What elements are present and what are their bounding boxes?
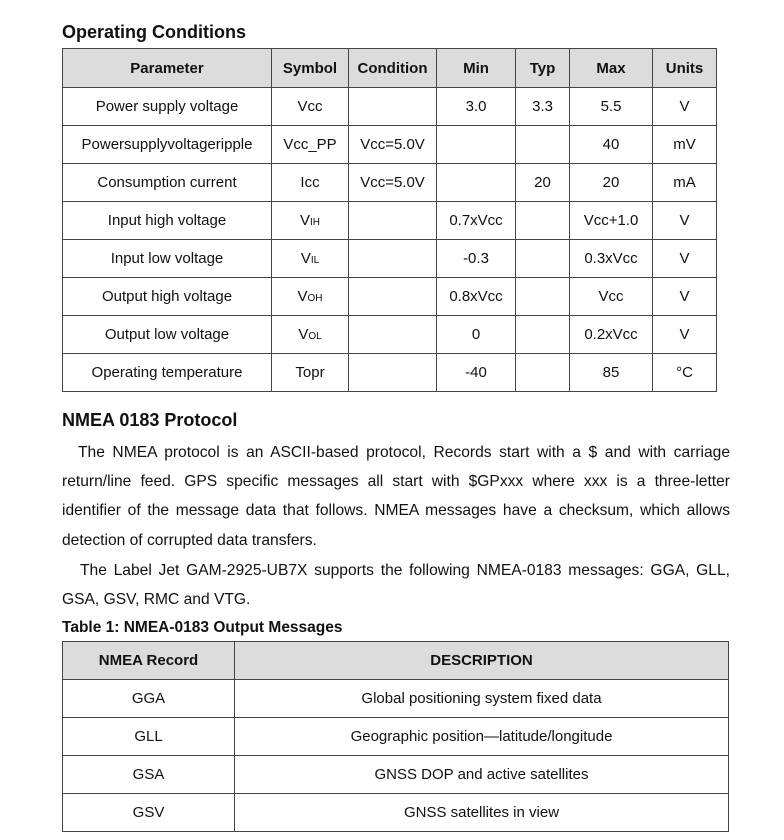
parameter-cell: Input low voltage	[63, 240, 272, 278]
header-condition: Condition	[349, 49, 437, 88]
parameter-cell: Output high voltage	[63, 278, 272, 316]
min-cell: 3.0	[437, 88, 516, 126]
supported-messages-paragraph: The Label Jet GAM-2925-UB7X supports the following NMEA-0183 messages: GGA, GLL, GSA, GSV, RMC and VTG.	[62, 562, 730, 609]
units-cell: mA	[653, 164, 717, 202]
record-cell: GSV	[63, 794, 235, 832]
typ-cell: 20	[516, 164, 570, 202]
table-row	[63, 88, 717, 126]
table1-caption: Table 1: NMEA-0183 Output Messages	[62, 619, 343, 636]
typ-cell	[516, 278, 570, 316]
min-cell	[437, 164, 516, 202]
table-row	[63, 316, 717, 354]
nmea-protocol-heading: NMEA 0183 Protocol	[62, 410, 238, 430]
typ-cell	[516, 354, 570, 392]
parameter-cell: Powersupplyvoltageripple	[63, 126, 272, 164]
max-cell: 5.5	[570, 88, 653, 126]
header-parameter: Parameter	[63, 49, 272, 88]
parameter-cell: Power supply voltage	[63, 88, 272, 126]
typ-cell	[516, 202, 570, 240]
symbol-main: V	[297, 288, 308, 305]
parameter-cell: Output low voltage	[63, 316, 272, 354]
nmea-description-paragraph: The NMEA protocol is an ASCII-based protocol, Records start with a $ and with carriage return/line feed. GPS specific messages all start with $GPxxx where xxx is a three-letter identifier of the message data that follows. NMEA messages have a checksum, which allows detection of corrupted data transfers.	[62, 444, 730, 549]
symbol-cell	[272, 126, 349, 164]
description-cell: Global positioning system fixed data	[235, 680, 729, 718]
max-cell: 0.2xVcc	[570, 316, 653, 354]
symbol-subscript: OL	[308, 331, 322, 342]
symbol-subscript: IH	[310, 217, 320, 228]
max-cell: 20	[570, 164, 653, 202]
header-typ: Typ	[516, 49, 570, 88]
description-cell: GNSS DOP and active satellites	[235, 756, 729, 794]
table-row	[63, 126, 717, 164]
units-cell: °C	[653, 354, 717, 392]
header-symbol: Symbol	[272, 49, 349, 88]
operating-conditions-table	[62, 48, 717, 392]
table-row	[63, 202, 717, 240]
max-cell: 40	[570, 126, 653, 164]
condition-cell	[349, 278, 437, 316]
operating-conditions-heading: Operating Conditions	[62, 22, 246, 42]
typ-cell	[516, 240, 570, 278]
parameter-cell: Input high voltage	[63, 202, 272, 240]
parameter-cell: Operating temperature	[63, 354, 272, 392]
condition-cell	[349, 316, 437, 354]
symbol-main: Icc	[300, 174, 320, 191]
symbol-main: Topr	[295, 364, 325, 381]
symbol-subscript: OH	[307, 293, 323, 304]
condition-cell	[349, 202, 437, 240]
symbol-main: V	[300, 250, 311, 267]
max-cell: Vcc+1.0	[570, 202, 653, 240]
header-min: Min	[437, 49, 516, 88]
table-row	[63, 718, 729, 756]
min-cell: -40	[437, 354, 516, 392]
max-cell: Vcc	[570, 278, 653, 316]
units-cell: mV	[653, 126, 717, 164]
table-header-row	[63, 642, 729, 680]
header-units: Units	[653, 49, 717, 88]
symbol-main: V	[299, 212, 310, 229]
max-cell: 0.3xVcc	[570, 240, 653, 278]
record-cell: GGA	[63, 680, 235, 718]
symbol-main: Vcc_PP	[283, 136, 337, 153]
max-cell: 85	[570, 354, 653, 392]
table-row	[63, 680, 729, 718]
units-cell: V	[653, 316, 717, 354]
description-cell: GNSS satellites in view	[235, 794, 729, 832]
parameter-cell: Consumption current	[63, 164, 272, 202]
table-row	[63, 164, 717, 202]
symbol-main: V	[298, 326, 309, 343]
record-cell: GSA	[63, 756, 235, 794]
min-cell: -0.3	[437, 240, 516, 278]
typ-cell	[516, 316, 570, 354]
symbol-cell	[272, 278, 349, 316]
table-row	[63, 794, 729, 832]
table-row	[63, 756, 729, 794]
condition-cell	[349, 88, 437, 126]
symbol-cell	[272, 354, 349, 392]
min-cell: 0.7xVcc	[437, 202, 516, 240]
typ-cell: 3.3	[516, 88, 570, 126]
min-cell: 0	[437, 316, 516, 354]
condition-cell: Vcc=5.0V	[349, 164, 437, 202]
symbol-cell	[272, 202, 349, 240]
record-cell: GLL	[63, 718, 235, 756]
symbol-main: Vcc	[297, 98, 323, 115]
symbol-cell	[272, 164, 349, 202]
header-description: DESCRIPTION	[235, 642, 729, 680]
condition-cell	[349, 240, 437, 278]
table-row	[63, 354, 717, 392]
table-row	[63, 278, 717, 316]
min-cell: 0.8xVcc	[437, 278, 516, 316]
table-header-row	[63, 49, 717, 88]
min-cell	[437, 126, 516, 164]
table-row	[63, 240, 717, 278]
description-cell: Geographic position—latitude/longitude	[235, 718, 729, 756]
symbol-cell	[272, 88, 349, 126]
units-cell: V	[653, 240, 717, 278]
typ-cell	[516, 126, 570, 164]
units-cell: V	[653, 278, 717, 316]
condition-cell: Vcc=5.0V	[349, 126, 437, 164]
nmea-messages-table	[62, 641, 729, 832]
condition-cell	[349, 354, 437, 392]
symbol-cell	[272, 240, 349, 278]
header-nmea-record: NMEA Record	[63, 642, 235, 680]
units-cell: V	[653, 202, 717, 240]
symbol-cell	[272, 316, 349, 354]
units-cell: V	[653, 88, 717, 126]
symbol-subscript: IL	[310, 255, 320, 266]
header-max: Max	[570, 49, 653, 88]
